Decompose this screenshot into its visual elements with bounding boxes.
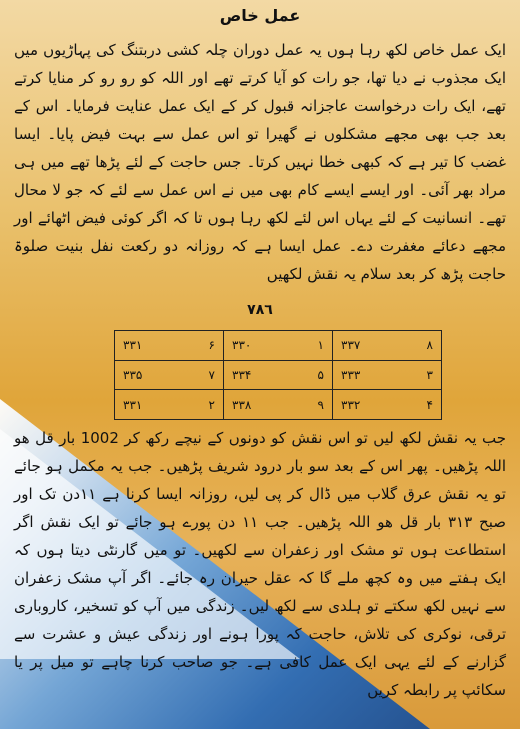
intro-paragraph: ایک عمل خاص لکھ رہا ہوں یہ عمل دوران چلہ کشی دربتنگ کی پہاڑیوں میں ایک مجذوب نے دیا تھا، جو رات کو آیا کرتے تھے اور اللہ کو رو رو کر منایا کرتے تھے، ایک رات درخواست عاجزانہ قبول کر کے ایک عمل عنایت فرمایا۔ اس کے بعد جب بھی مجھے مشکلوں نے گھیرا تو اس عمل سے بہت فیض پایا۔ ایسا غضب کا تیر ہے کہ کبھی خطا نہیں کرتا۔ جس حاجت کے لئے پڑھا تھے میں ہی مراد بھر آئی۔ اور ایسے ایسے کام بھی میں نے اس عمل سے لئے کہ جو لا محال تھے۔ انسانیت کے لئے یہاں اس لئے لکھ رہا ہوں تا کہ اگر کوئی فیض اٹھائے اور مجھے دعائے مغفرت دے۔ عمل ایسا ہے کہ روزانہ دو رکعت نفل بنیت صلوۃ حاجت پڑھ کر بعد سلام یہ نقش لکھیں [14, 41, 506, 283]
table-cell: ۳۳۲ ۴ [333, 390, 442, 420]
table-cell: ۳۳۰ ۱ [224, 331, 333, 361]
table-cell: ۳۳۵ ۷ [115, 360, 224, 390]
table-cell: ۳۳۴ ۵ [224, 360, 333, 390]
table-row [115, 390, 442, 420]
table-cell: ۳۳۱ ۶ [115, 331, 224, 361]
table-cell: ۳۳۷ ۸ [333, 331, 442, 361]
table-row [115, 331, 442, 361]
body-paragraph: جب یہ نقش لکھ لیں تو اس نقش کو دونوں کے نیچے رکھ کر 1002 بار قل ھو اللہ پڑھیں۔ پھر اس کے بعد سو بار درود شریف پڑھیں۔ جب یہ مکمل ہو جائے تو یہ نقش عرق گلاب میں ڈال کر پی لیں، روزانہ ایسا کرنا ہے ۱۱دن تک اور صبح ۳۱۳ بار قل ھو اللہ پڑھیں۔ جب ۱۱ دن پورے ہو جائے تو ایک نقش اگر استطاعت ہوں تو مشک اور زعفران سے لکھیں۔ تو میں گارنٹی دیتا ہوں کہ ایک ہفتے میں وہ کچھ ملے گا کہ عقل حیران رہ جائے۔ اگر آپ مشک زعفران سے نہیں لکھ سکتے تو ہلدی سے لکھ لیں۔ زندگی میں آپ کو تسخیر، کاروباری ترقی، نوکری کی تلاش، حاجت کہ پورا ہونے اور زندگی عیش و عشرت سے گزارنے کے لئے یہی ایک عمل کافی ہے۔ جو صاحب کرنا چاہے تو میل پر یا سکائپ پر رابطہ کریں [14, 429, 507, 699]
table-cell: ۳۳۸ ۹ [224, 390, 333, 420]
table-cell: ۳۳۳ ۳ [333, 360, 442, 390]
naqsh-table [114, 330, 442, 420]
table-cell: ۳۳۱ ۲ [115, 390, 224, 420]
number-heading: ۷۸٦ [247, 302, 273, 318]
page-title: عمل خاص [219, 6, 301, 25]
table-row [115, 360, 442, 390]
